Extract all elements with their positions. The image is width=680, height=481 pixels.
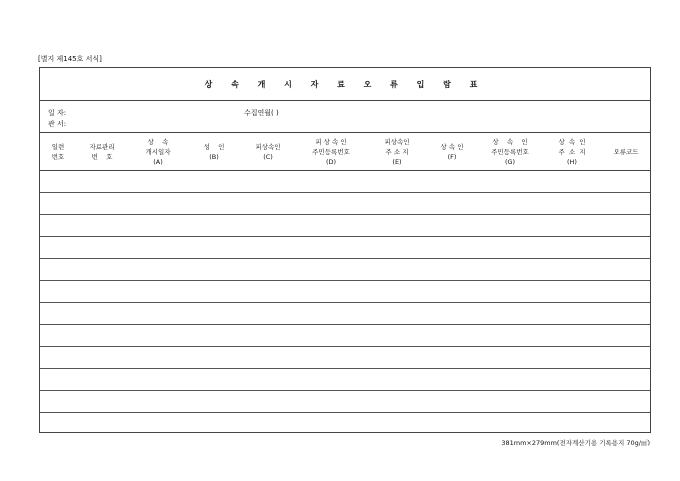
column-header: 일련 번호: [51, 143, 65, 161]
column-header: 상 속 인 (F): [440, 143, 464, 161]
form-label: [별지 제145호 서식]: [38, 55, 102, 63]
table-row: [40, 237, 650, 259]
table-row: [40, 215, 650, 237]
table-row: [40, 171, 650, 193]
office-field-label: 관 서:: [48, 120, 67, 128]
column-header: 상 속 개시일자 (A): [145, 138, 171, 166]
header-row: [40, 133, 650, 171]
error-list-form: [39, 67, 651, 433]
table-row: [40, 193, 650, 215]
column-header: 상 속 인 주 소 지 (H): [558, 138, 586, 166]
table-row: [40, 391, 650, 413]
table-row: [40, 369, 650, 391]
column-header: 자료관리 번 호: [89, 143, 115, 161]
table-row: [40, 347, 650, 369]
column-header: 성 인 (B): [203, 143, 225, 161]
column-header: 피 상 속 인 주민등록번호 (D): [312, 138, 350, 166]
column-header: 오류코드: [613, 148, 639, 156]
form-title: 상 속 개 시 자 료 오 류 입 람 표: [40, 68, 650, 101]
column-header: 피상속인 (C): [255, 143, 281, 161]
table-row: [40, 413, 650, 435]
column-header: 피상속인 주 소 지 (E): [384, 138, 410, 166]
table-row: [40, 325, 650, 347]
table-row: [40, 303, 650, 325]
column-header: 상 속 인 주민등록번호 (G): [491, 138, 529, 166]
table-row: [40, 259, 650, 281]
table-row: [40, 281, 650, 303]
collection-month-label: 수집연월( ): [244, 109, 279, 117]
info-row: [40, 101, 650, 133]
footer-note: 381mm×279mm(전자계산기용 기록용지 70g/㎡): [501, 439, 650, 447]
date-field-label: 일 자:: [48, 109, 67, 117]
